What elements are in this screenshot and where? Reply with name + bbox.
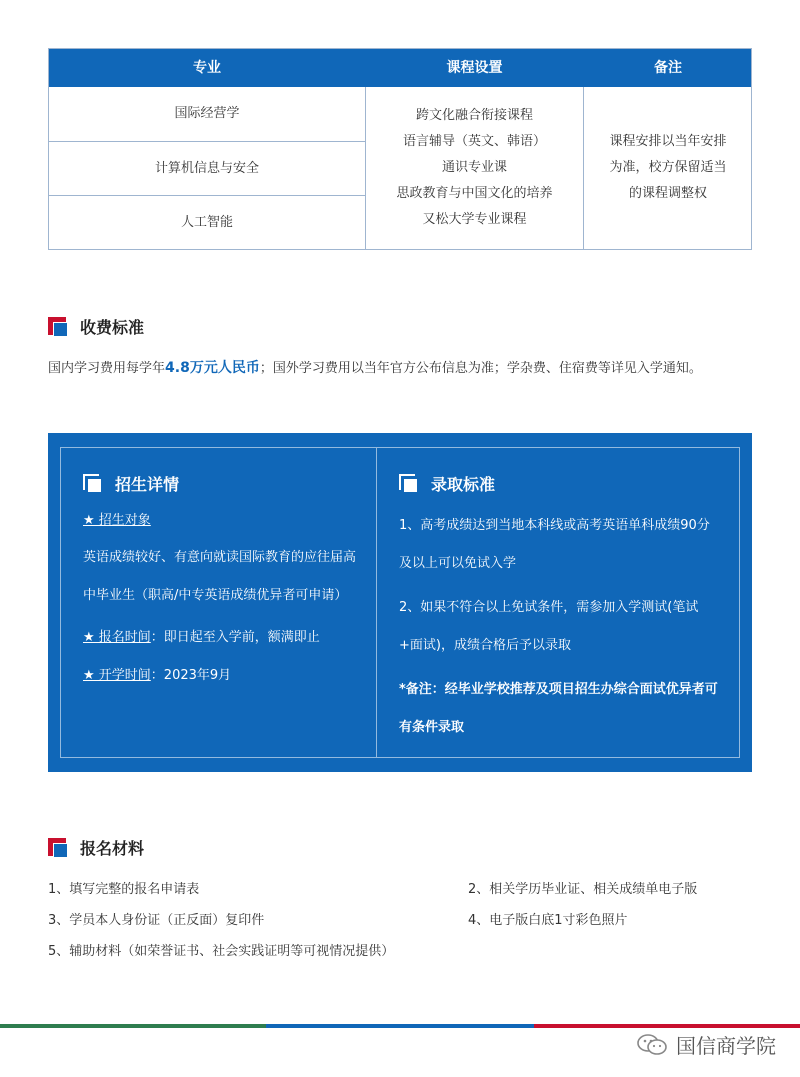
material-item: 4、电子版白底1寸彩色照片 (468, 913, 628, 928)
material-item: 1、填写完整的报名申请表 (48, 882, 200, 897)
course-item: 思政教育与中国文化的培养 (396, 186, 553, 201)
course-item: 跨文化融合衔接课程 (415, 108, 533, 123)
major-cell: 国际经营学 (174, 106, 240, 121)
fees-heading (48, 315, 144, 338)
material-item: 5、辅助材料（如荣誉证书、社会实践证明等可视情况提供） (48, 944, 395, 959)
section-bullet-icon (48, 317, 68, 337)
footer-bar-red (534, 1024, 800, 1028)
materials-title: 报名材料 (80, 839, 145, 858)
material-item: 3、学员本人身份证（正反面）复印件 (48, 913, 265, 928)
admission-panel (83, 472, 363, 695)
registration-text: ：即日起至入学前，额满即止 (150, 630, 320, 645)
info-box (48, 433, 752, 772)
fees-title: 收费标准 (80, 318, 145, 337)
fees-prefix: 国内学习费用每学年 (48, 361, 166, 376)
criteria-panel (399, 472, 719, 747)
table-header (49, 49, 751, 87)
target-text: 英语成绩较好、有意向就读国际教育的应往届高中毕业生（职高/中专英语成绩优异者可申请） (83, 550, 357, 603)
fees-text (48, 357, 702, 377)
start-label: ★ 开学时间 (83, 668, 151, 683)
major-cell: 计算机信息与安全 (154, 161, 259, 176)
wechat-icon (636, 1033, 668, 1057)
notes-cell: 课程安排以当年安排为准，校方保留适当的课程调整权 (609, 134, 727, 201)
footer-brand (636, 1030, 776, 1059)
course-item: 又松大学专业课程 (422, 212, 527, 227)
criteria-title: 录取标准 (431, 475, 496, 494)
info-box-frame (60, 447, 740, 758)
section-bullet-icon (48, 838, 68, 858)
start-text: ：2023年9月 (150, 668, 232, 683)
header-courses: 课程设置 (446, 60, 503, 76)
criteria-item-2: 2、如果不符合以上免试条件，需参加入学测试(笔试+面试)，成绩合格后予以录取 (399, 600, 699, 653)
course-list (366, 87, 583, 249)
materials-heading (48, 836, 144, 859)
registration-label: ★ 报名时间 (83, 630, 151, 645)
footer-bar-green (0, 1024, 266, 1028)
info-box-divider (376, 448, 377, 757)
fees-amount: 4.8万元人民币 (165, 360, 260, 376)
course-item: 通识专业课 (441, 160, 507, 175)
admission-heading (83, 472, 363, 495)
program-table (48, 48, 752, 250)
square-icon (83, 474, 103, 494)
brand-name: 国信商学院 (676, 1034, 776, 1058)
square-icon (399, 474, 419, 494)
material-item: 2、相关学历毕业证、相关成绩单电子版 (468, 882, 698, 897)
registration-row (83, 619, 363, 657)
fees-suffix: ；国外学习费用以当年官方公布信息为准；学杂费、住宿费等详见入学通知。 (259, 361, 702, 376)
target-label: ★ 招生对象 (83, 513, 151, 528)
footer-bar-blue (266, 1024, 534, 1028)
major-cell: 人工智能 (180, 215, 233, 230)
criteria-heading (399, 472, 719, 495)
header-notes: 备注 (654, 60, 682, 76)
course-item: 语言辅导（英文、韩语） (402, 134, 546, 149)
start-row (83, 657, 363, 695)
criteria-item-1: 1、高考成绩达到当地本科线或高考英语单科成绩90分及以上可以免试入学 (399, 518, 710, 571)
admission-title: 招生详情 (115, 475, 180, 494)
header-major: 专业 (193, 60, 221, 76)
criteria-note: *备注：经毕业学校推荐及项目招生办综合面试优异者可有条件录取 (399, 682, 718, 735)
